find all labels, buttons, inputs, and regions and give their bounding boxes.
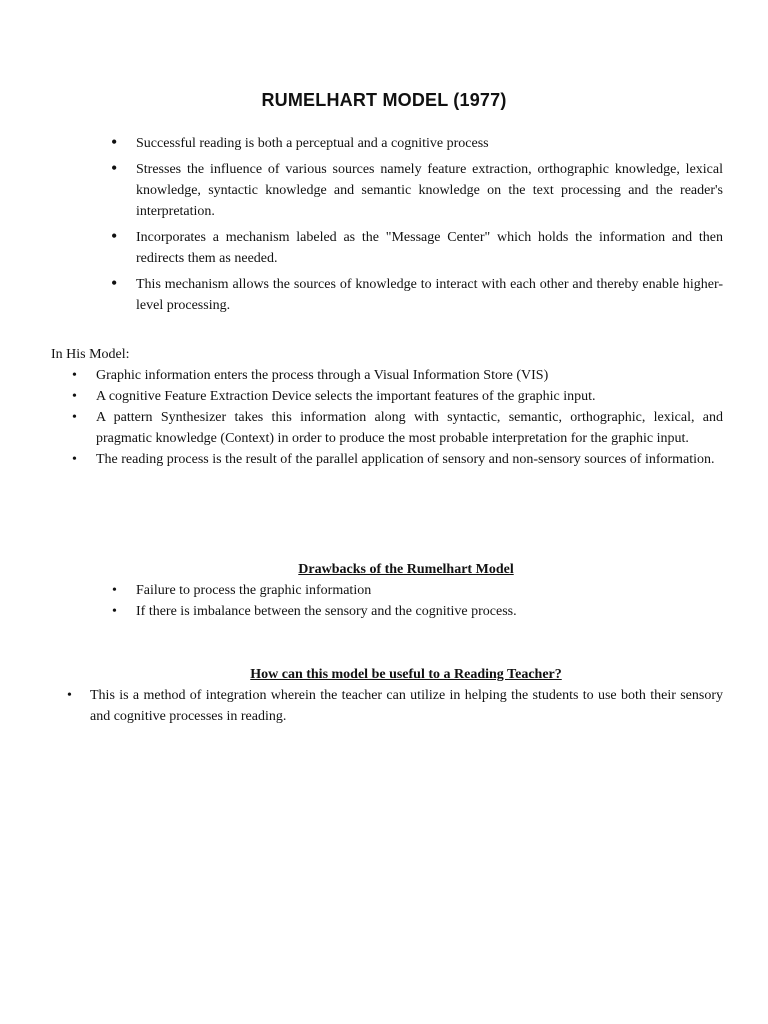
bullet-icon: • bbox=[67, 688, 72, 703]
bullet-icon: • bbox=[112, 604, 117, 619]
list-item-text: Incorporates a mechanism labeled as the "Message Center" which holds the information and then redirects them as needed. bbox=[136, 230, 723, 266]
list-item bbox=[112, 601, 723, 622]
list-item-text: If there is imbalance between the sensory and the cognitive process. bbox=[136, 604, 517, 619]
list-item bbox=[112, 580, 723, 601]
teacher-usefulness-heading: How can this model be useful to a Reading Teacher? bbox=[250, 667, 562, 682]
model-features-list bbox=[111, 132, 723, 321]
list-item-text: Failure to process the graphic information bbox=[136, 583, 372, 598]
list-item bbox=[72, 386, 723, 407]
list-item bbox=[72, 365, 723, 386]
bullet-icon: • bbox=[111, 132, 118, 152]
page-title: RUMELHART MODEL (1977) bbox=[261, 90, 507, 110]
bullet-icon: • bbox=[111, 226, 118, 246]
list-item bbox=[72, 449, 723, 470]
bullet-icon: • bbox=[72, 368, 77, 383]
list-item bbox=[67, 685, 723, 727]
teacher-usefulness-list bbox=[67, 685, 723, 727]
list-item-text: A pattern Synthesizer takes this information along with syntactic, semantic, orthographic, lexical, and pragmatic knowledge (Context) in order to produce the most probable interpretation for the graphic input. bbox=[96, 410, 723, 446]
list-item-text: Successful reading is both a perceptual and a cognitive process bbox=[136, 136, 489, 151]
model-process-list bbox=[72, 365, 723, 470]
list-item bbox=[111, 132, 723, 154]
list-item-text: A cognitive Feature Extraction Device selects the important features of the graphic input. bbox=[96, 389, 596, 404]
list-item-text: This is a method of integration wherein the teacher can utilize in helping the students to use both their sensory and cognitive processes in reading. bbox=[90, 688, 723, 724]
list-item bbox=[72, 407, 723, 449]
drawbacks-heading: Drawbacks of the Rumelhart Model bbox=[298, 562, 514, 577]
drawbacks-list bbox=[112, 580, 723, 622]
bullet-icon: • bbox=[72, 452, 77, 467]
list-item-text: The reading process is the result of the parallel application of sensory and non-sensory sources of information. bbox=[96, 452, 715, 467]
list-item-text: This mechanism allows the sources of knowledge to interact with each other and thereby enable higher-level processing. bbox=[136, 277, 723, 313]
model-lead-text: In His Model: bbox=[51, 347, 130, 362]
bullet-icon: • bbox=[72, 389, 77, 404]
list-item-text: Graphic information enters the process through a Visual Information Store (VIS) bbox=[96, 368, 549, 383]
list-item bbox=[111, 158, 723, 222]
bullet-icon: • bbox=[72, 410, 77, 425]
list-item bbox=[111, 273, 723, 316]
list-item-text: Stresses the influence of various sources namely feature extraction, orthographic knowledge, lexical knowledge, syntactic knowledge and semantic knowledge on the text processing and the reader's interpretation. bbox=[136, 162, 723, 219]
bullet-icon: • bbox=[112, 583, 117, 598]
bullet-icon: • bbox=[111, 158, 118, 178]
list-item bbox=[111, 226, 723, 269]
bullet-icon: • bbox=[111, 273, 118, 293]
